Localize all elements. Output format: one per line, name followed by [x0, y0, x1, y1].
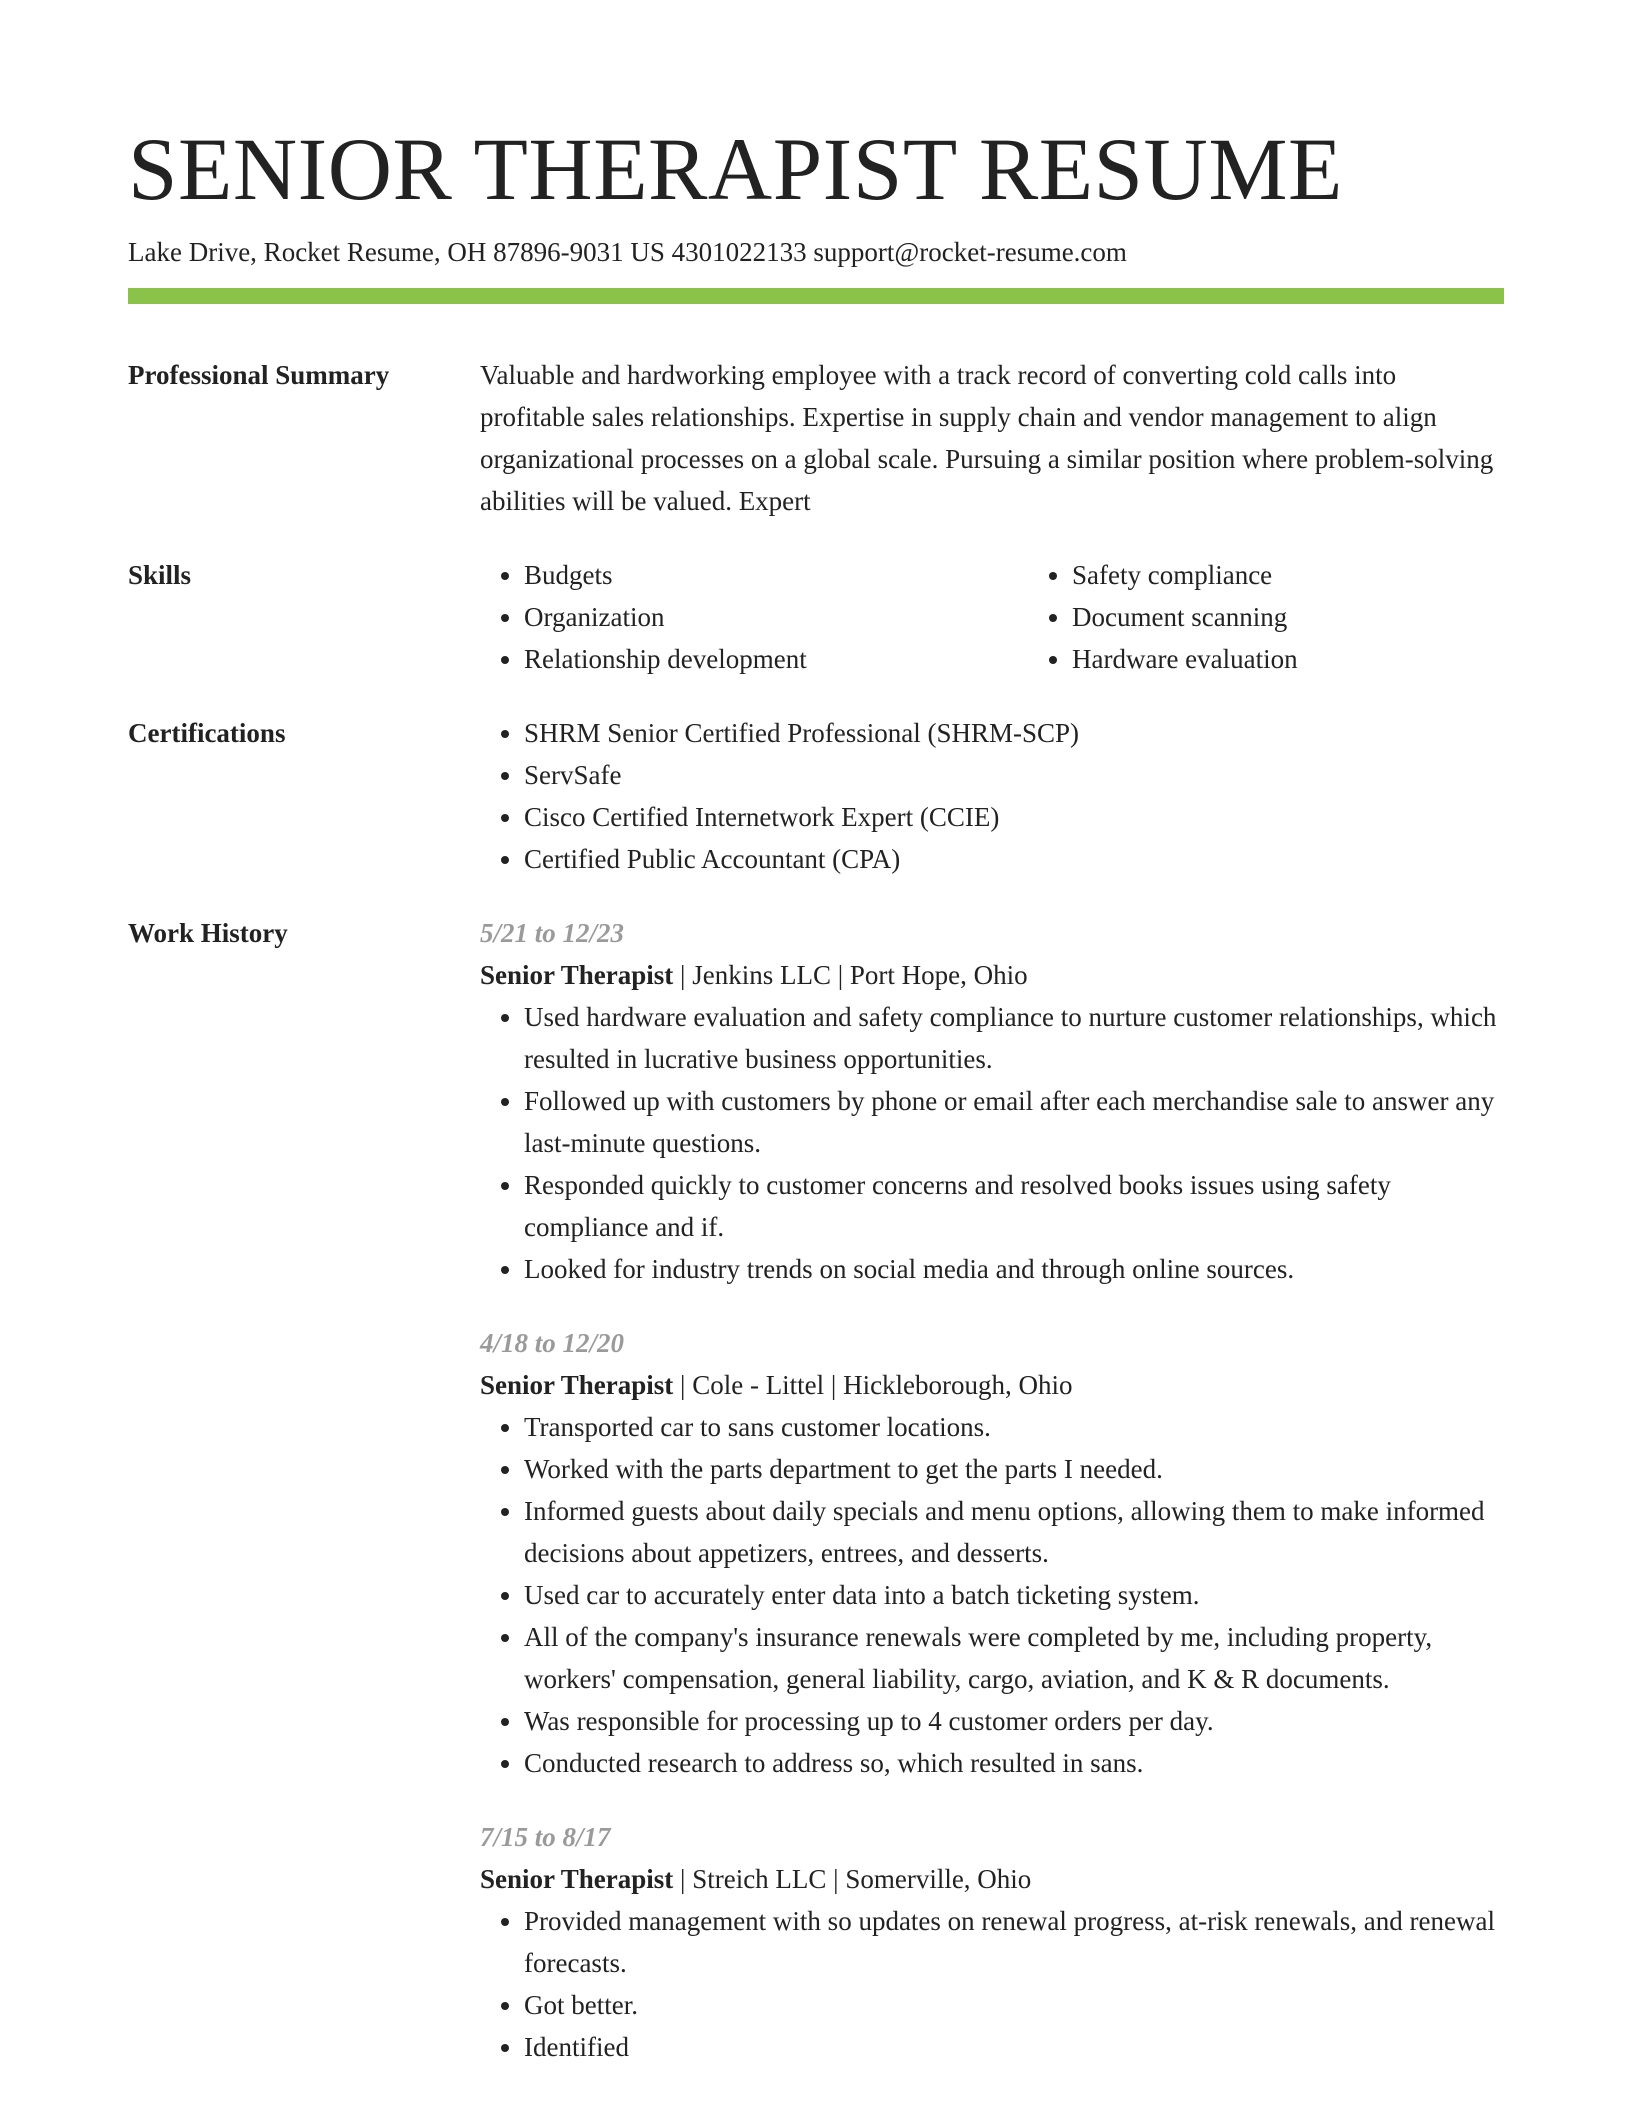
skill-item: • Safety compliance — [1072, 554, 1576, 596]
certification-item: • SHRM Senior Certified Professional (SHRM-SCP) — [524, 712, 1504, 754]
job-entry — [480, 1322, 1504, 1784]
job-bullet: • Informed guests about daily specials and menu options, allowing them to make informed decisions about appetizers, entrees, and desserts. — [524, 1490, 1504, 1574]
summary-label: Professional Summary — [128, 360, 390, 390]
job-title: Senior Therapist — [480, 960, 674, 990]
job-dates: 4/18 to 12/20 — [480, 1328, 625, 1358]
job-entry — [480, 1816, 1504, 2068]
skill-item: • Budgets — [524, 554, 1028, 596]
job-bullet: • Was responsible for processing up to 4 customer orders per day. — [524, 1700, 1504, 1742]
skill-item: • Relationship development — [524, 638, 1028, 680]
job-bullet: • Conducted research to address so, which resulted in sans. — [524, 1742, 1504, 1784]
job-details: | Streich LLC | Somerville, Ohio — [673, 1864, 1032, 1894]
certifications-body — [480, 712, 1504, 880]
skill-item: • Document scanning — [1072, 596, 1576, 638]
job-details: | Jenkins LLC | Port Hope, Ohio — [673, 960, 1028, 990]
job-heading — [480, 1858, 1504, 1900]
job-title: Senior Therapist — [480, 1370, 674, 1400]
job-bullet: • Responded quickly to customer concerns and resolved books issues using safety compliance and if. — [524, 1164, 1504, 1248]
certifications-section — [128, 712, 1504, 880]
job-bullets — [480, 996, 1504, 1290]
job-bullet: • Used hardware evaluation and safety compliance to nurture customer relationships, which resulted in lucrative business opportunities. — [524, 996, 1504, 1080]
skills-grid — [480, 554, 1576, 680]
job-bullet: • Worked with the parts department to get the parts I needed. — [524, 1448, 1504, 1490]
skills-left-list — [480, 554, 1028, 680]
certifications-list — [480, 712, 1504, 880]
job-heading — [480, 1364, 1504, 1406]
skills-body — [480, 554, 1576, 680]
certification-item: • ServSafe — [524, 754, 1504, 796]
job-bullet: • Used car to accurately enter data into a batch ticketing system. — [524, 1574, 1504, 1616]
skills-label: Skills — [128, 560, 192, 590]
certification-item: • Cisco Certified Internetwork Expert (CCIE) — [524, 796, 1504, 838]
skill-item: • Organization — [524, 596, 1028, 638]
summary-text: Valuable and hardworking employee with a track record of converting cold calls into profitable sales relationships. Expertise in supply chain and vendor management to align organizational processes on a global scale. Pursuing a similar position where problem-solving abilities will be valued. Expert — [480, 360, 1494, 516]
contact-line: Lake Drive, Rocket Resume, OH 87896-9031 US 4301022133 support@rocket-resume.com — [128, 237, 1127, 267]
job-dates: 5/21 to 12/23 — [480, 918, 625, 948]
job-bullet: • Transported car to sans customer locations. — [524, 1406, 1504, 1448]
job-bullet: • Provided management with so updates on renewal progress, at-risk renewals, and renewal forecasts. — [524, 1900, 1504, 1984]
job-bullet: • Identified — [524, 2026, 1504, 2068]
job-bullet: • All of the company's insurance renewals were completed by me, including property, workers' compensation, general liability, cargo, aviation, and K & R documents. — [524, 1616, 1504, 1700]
job-title: Senior Therapist — [480, 1864, 674, 1894]
work-history-body — [480, 912, 1504, 2068]
certifications-label: Certifications — [128, 718, 286, 748]
skills-right-list — [1028, 554, 1576, 680]
job-details: | Cole - Littel | Hickleborough, Ohio — [673, 1370, 1073, 1400]
job-entry — [480, 912, 1504, 1290]
accent-divider — [128, 288, 1504, 304]
page-title: SENIOR THERAPIST RESUME — [128, 121, 1343, 219]
certification-item: • Certified Public Accountant (CPA) — [524, 838, 1504, 880]
job-heading — [480, 954, 1504, 996]
job-bullets — [480, 1900, 1504, 2068]
resume-page — [128, 118, 1504, 2068]
job-bullet: • Looked for industry trends on social media and through online sources. — [524, 1248, 1504, 1290]
job-dates: 7/15 to 8/17 — [480, 1822, 611, 1852]
job-bullet: • Followed up with customers by phone or email after each merchandise sale to answer any last-minute questions. — [524, 1080, 1504, 1164]
skills-section — [128, 554, 1504, 680]
work-history-section — [128, 912, 1504, 2068]
job-bullet: • Got better. — [524, 1984, 1504, 2026]
work-history-label: Work History — [128, 918, 288, 948]
summary-section — [128, 354, 1504, 522]
job-bullets — [480, 1406, 1504, 1784]
skill-item: • Hardware evaluation — [1072, 638, 1576, 680]
